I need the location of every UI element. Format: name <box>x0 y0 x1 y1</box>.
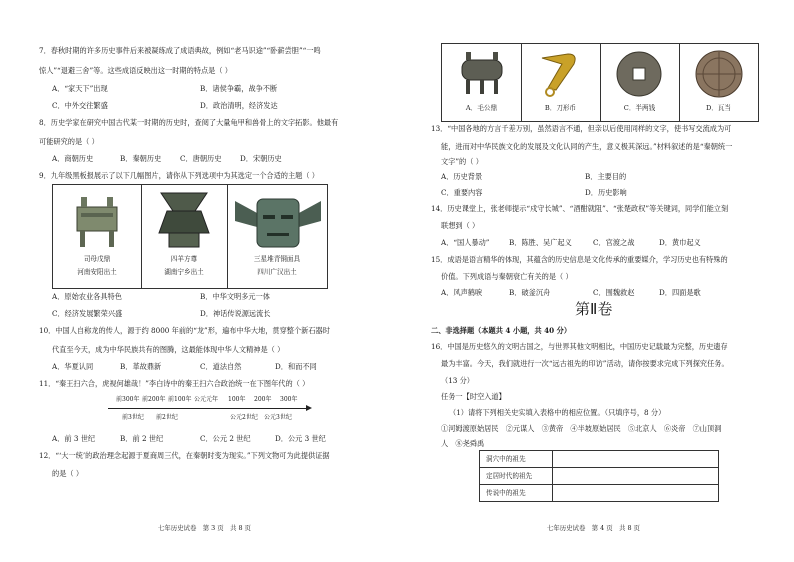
q9-option-c[interactable]: C．经济发展繁荣兴盛 <box>52 309 123 318</box>
table-row-label: 洞穴中的祖先 <box>480 451 553 468</box>
timeline-label-2: 前2世纪 <box>156 414 178 421</box>
maogong-ding-image <box>456 48 508 98</box>
q13-stem-line3: 文字”的（ ） <box>441 157 483 166</box>
timeline-label-4: 公元3世纪 <box>264 414 292 421</box>
q12-image-panel <box>441 43 759 122</box>
q9-caption1-title: 司母戊鼎 <box>83 255 111 263</box>
timeline-tick-5: 100年 <box>228 396 246 403</box>
q16-stem-line1: 16．中国是历史悠久的文明古国之，与世界其他文明相比，中国历史记载最为完整，历史遗存 <box>431 342 728 351</box>
q8-stem-line2: 可能研究的是（ ） <box>39 137 99 146</box>
q10-option-b[interactable]: B．革故鼎新 <box>120 362 162 371</box>
right-page-footer: 七年历史试卷 第 4 页 共 8 页 <box>547 524 640 532</box>
q16-task-title: 任务一【时空入道】 <box>441 392 506 401</box>
siyang-fangzun-image <box>153 189 215 251</box>
q12-stem-line2: 的是（ ） <box>52 469 84 478</box>
simuwu-ding-image <box>67 191 127 251</box>
answer-cell[interactable] <box>553 485 719 502</box>
q9-caption3-site: 四川广汉出土 <box>257 268 297 276</box>
table-row <box>480 485 719 502</box>
q13-stem-line2: 能，进而对中华民族文化的发展及文化认同的产生，意义极其深远。”材料叙述的是“秦朝统一 <box>441 142 733 151</box>
timeline-tick-7: 300年 <box>280 396 298 403</box>
q13-option-d[interactable]: D．历史影响 <box>585 188 627 197</box>
q7-option-a[interactable]: A．“家天下”出现 <box>52 84 108 93</box>
timeline-tick-2: 前200年 <box>142 396 166 403</box>
q16-stem-line3: （13 分） <box>441 376 474 385</box>
q11-option-a[interactable]: A．前 3 世纪 <box>52 434 96 443</box>
q13-option-a[interactable]: A．历史背景 <box>441 172 483 181</box>
q15-option-a[interactable]: A．风声鹤唳 <box>441 288 483 297</box>
part-two-heading: 第Ⅱ卷 <box>575 300 613 318</box>
q8-option-c[interactable]: C．唐朝历史 <box>180 154 222 163</box>
q9-option-a[interactable]: A．原始农业各具特色 <box>52 292 122 301</box>
q10-stem-line2: 代直至今天，成为中华民族共有的图腾，这最能体现中华人文精神是（ ） <box>52 345 285 354</box>
timeline-label-3: 公元2世纪 <box>230 414 258 421</box>
q12-option-c[interactable]: C．半两钱 <box>623 104 656 112</box>
q7-stem-line2: 惊人”“退避三舍”等。这些成语反映出这一时期的特点是（ ） <box>39 66 232 75</box>
q15-option-c[interactable]: C．围魏救赵 <box>593 288 635 297</box>
q14-option-a[interactable]: A．“国人暴动” <box>441 238 490 247</box>
q10-option-d[interactable]: D．和而不同 <box>275 362 317 371</box>
table-row <box>480 468 719 485</box>
q8-stem-line1: 8．历史学家在研究中国古代某一时期的历史时，查阅了大量龟甲和兽骨上的文字拓影。他最有 <box>39 118 339 127</box>
q16-options-line1: ①河姆渡原始居民 ②元谋人 ③黄帝 ④半坡原始居民 ⑤北京人 ⑥炎帝 ⑦山顶洞 <box>441 424 722 433</box>
q16-answer-table <box>479 450 719 502</box>
q9-option-b[interactable]: B．中华文明多元一体 <box>200 292 270 301</box>
q14-option-c[interactable]: C．官渡之战 <box>593 238 635 247</box>
q7-option-b[interactable]: B．诸侯争霸，战争不断 <box>200 84 278 93</box>
timeline-label-1: 前3世纪 <box>122 414 144 421</box>
q16-instruction: （1）请将下列相关史实填入表格中的相应位置。（只填序号，8 分） <box>449 408 666 417</box>
q9-stem: 9．九年级黑板报展示了以下几幅图片，请你从下列选项中为其选定一个合适的主题（ ） <box>39 171 319 180</box>
timeline-tick-6: 200年 <box>254 396 272 403</box>
q7-option-c[interactable]: C．中外交往繁盛 <box>52 101 108 110</box>
q15-option-b[interactable]: B．破釜沉舟 <box>509 288 551 297</box>
q11-stem: 11．“秦王扫六合，虎视何雄哉！”李白诗中的秦王扫六合政治统一在下图年代的（ ） <box>39 379 310 388</box>
answer-cell[interactable] <box>553 451 719 468</box>
q14-stem-line2: 联想到（ ） <box>441 221 480 230</box>
timeline-tick-3: 前100年 <box>168 396 192 403</box>
q7-stem-line1: 7．春秋时期的许多历史事件后来被凝练成了成语典故，例如“老马识途”“卧薪尝胆”“一鸣 <box>39 46 321 55</box>
q14-option-b[interactable]: B．陈胜、吴广起义 <box>509 238 572 247</box>
table-row-label: 传说中的祖先 <box>480 485 553 502</box>
q8-option-d[interactable]: D．宋朝历史 <box>240 154 282 163</box>
q16-options-line2: 人 ⑧尧舜禹 <box>441 439 485 448</box>
q11-option-c[interactable]: C．公元 2 世纪 <box>200 434 251 443</box>
q12-option-b[interactable]: B．刀形币 <box>544 104 577 112</box>
q9-caption1-site: 河南安阳出土 <box>77 268 117 276</box>
section-two-title: 二、非选择题（本题共 4 小题，共 40 分） <box>431 326 572 335</box>
q15-option-d[interactable]: D．四面是歌 <box>659 288 701 297</box>
q9-caption2-site: 湖南宁乡出土 <box>164 268 204 276</box>
left-page-footer: 七年历史试卷 第 3 页 共 8 页 <box>158 524 251 532</box>
q14-option-d[interactable]: D．黄巾起义 <box>659 238 701 247</box>
q9-caption2-title: 四羊方尊 <box>170 255 198 263</box>
q14-stem-line1: 14．历史课堂上，张老师提示“戍守长城”、“酒酣就阻”、“张楚政权”等关键词，同学们能立刻 <box>431 204 729 213</box>
q15-stem-line2: 价值。下列成语与秦朝衰亡有关的是（ ） <box>441 272 573 281</box>
q11-timeline <box>108 396 318 430</box>
table-row-label: 定居时代的祖先 <box>480 468 553 485</box>
q13-option-b[interactable]: B．主要目的 <box>585 172 627 181</box>
timeline-tick-4: 公元元年 <box>194 396 219 403</box>
q9-image-panel <box>52 184 328 289</box>
q11-option-d[interactable]: D．公元 3 世纪 <box>275 434 326 443</box>
q16-stem-line2: 最为丰富。今天，我们就进行一次“远古祖先的印访”活动，请你按要求完成下列探究任务。 <box>441 359 729 368</box>
timeline-tick-1: 前300年 <box>116 396 140 403</box>
table-row <box>480 451 719 468</box>
q12-stem-line1: 12．“‘大一统’的政治理念起源于夏商周三代，在秦朝时变为现实。”下列文物可为此提供证据 <box>39 451 330 460</box>
answer-cell[interactable] <box>553 468 719 485</box>
q12-option-d[interactable]: D．瓦当 <box>705 104 732 112</box>
q10-stem-line1: 10．中国人自称龙的传人，源于约 8000 年前的“龙”形，遍布中华大地，贯穿整个新石器时 <box>39 326 330 335</box>
knife-coin-image <box>534 48 588 98</box>
q10-option-a[interactable]: A．华夏认同 <box>52 362 94 371</box>
wadang-tile-image <box>692 48 746 100</box>
q12-option-a[interactable]: A．毛公鼎 <box>465 104 498 112</box>
q10-option-c[interactable]: C．道法自然 <box>200 362 242 371</box>
q9-caption3-title: 三星堆青铜面具 <box>253 255 301 263</box>
q13-option-c[interactable]: C．重要内容 <box>441 188 483 197</box>
q7-option-d[interactable]: D．政治清明，经济发达 <box>200 101 278 110</box>
q13-stem-line1: 13．“中国各地的方言千差万别，虽然语言不通，但亲以后使用同样的文字，使书写交流成为可 <box>431 124 732 133</box>
banliang-coin-image <box>612 48 666 100</box>
q8-option-b[interactable]: B．秦朝历史 <box>120 154 162 163</box>
q8-option-a[interactable]: A．商朝历史 <box>52 154 94 163</box>
q15-stem-line1: 15．成语是语言精华的体现，其蕴含的历史信息是文化传承的重要媒介，学习历史也有特殊的 <box>431 255 728 264</box>
q11-option-b[interactable]: B．前 2 世纪 <box>120 434 164 443</box>
sanxingdui-mask-image <box>233 191 323 251</box>
q9-option-d[interactable]: D．神话传说源远流长 <box>200 309 271 318</box>
